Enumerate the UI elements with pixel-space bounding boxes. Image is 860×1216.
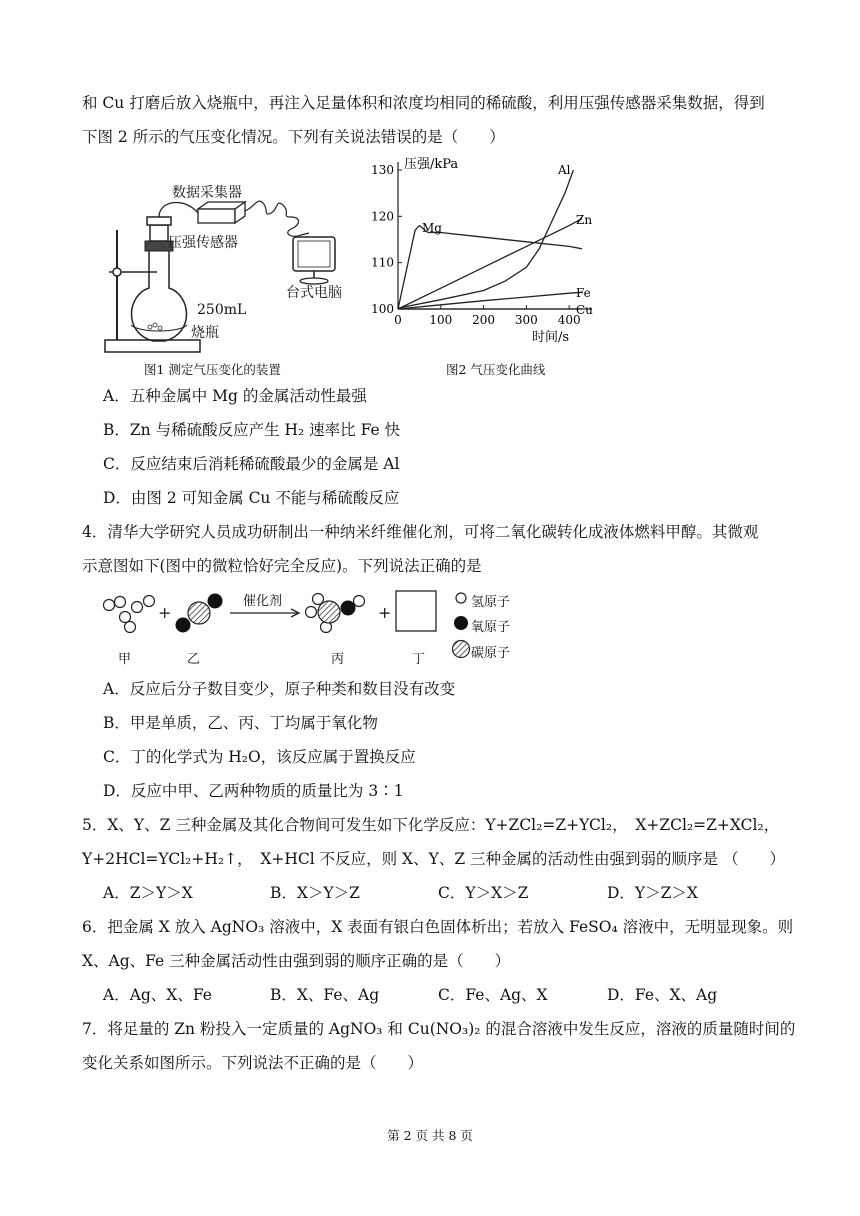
q4-option-a: A．反应后分子数目变少，原子种类和数目没有改变 <box>103 680 456 698</box>
series-line-fe <box>398 292 582 309</box>
legend-oxygen-icon <box>454 616 468 630</box>
x-axis-label: 时间/s <box>532 330 570 345</box>
q3-stem-line1: 和 Cu 打磨后放入烧瓶中，再注入足量体积和浓度均相同的稀硫酸，利用压强传感器采集数据，得到 <box>82 94 765 112</box>
q7-stem-line1: 7．将足量的 Zn 粉投入一定质量的 AgNO₃ 和 Cu(NO₃)₂ 的混合溶液中发生反应，溶液的质量随时间的 <box>82 1020 796 1038</box>
q3-option-c: C．反应结束后消耗稀硫酸最少的金属是 Al <box>103 455 400 473</box>
q6-stem-line1: 6．把金属 X 放入 AgNO₃ 溶液中，X 表面有银白色固体析出；若放入 FeSO₄ 溶液中，无明显现象。则 <box>82 918 794 936</box>
page-footer: 第 2 页 共 8 页 <box>387 1128 473 1143</box>
y-axis-label: 压强/kPa <box>404 157 459 172</box>
label-flask-volume: 250mL <box>197 302 247 318</box>
label-bing: 丙 <box>331 652 345 667</box>
molecule-yi <box>176 594 223 633</box>
label-ding: 丁 <box>412 652 426 667</box>
q5-option-b: B．X＞Y＞Z <box>270 884 360 902</box>
q6-option-b: B．X、Fe、Ag <box>270 986 380 1004</box>
q4-stem-line2: 示意图如下(图中的微粒恰好完全反应)。下列说法正确的是 <box>82 557 482 575</box>
q5-option-a: A．Z＞Y＞X <box>103 884 193 902</box>
q3-option-a: A．五种金属中 Mg 的金属活动性最强 <box>103 387 367 405</box>
q3-option-d: D．由图 2 可知金属 Cu 不能与稀硫酸反应 <box>103 489 400 507</box>
q6-stem-line2: X、Ag、Fe 三种金属活动性由强到弱的顺序正确的是（ ） <box>82 952 511 970</box>
x-tick-label: 300 <box>514 313 538 327</box>
series-line-al <box>398 170 573 308</box>
reaction-diagram <box>95 585 535 675</box>
molecule-jia <box>104 596 155 633</box>
q5-stem-line2: Y+2HCl=YCl₂+H₂↑， X+HCl 不反应，则 X、Y、Z 三种金属的活动性由强到弱的顺序是 （ ） <box>82 850 785 868</box>
q5-option-c: C．Y＞X＞Z <box>438 884 529 902</box>
series-label-al: Al <box>558 163 571 177</box>
q5-option-d: D．Y＞Z＞X <box>607 884 698 902</box>
label-data-collector: 数据采集器 <box>172 185 242 201</box>
y-tick-label: 100 <box>371 302 394 316</box>
series-line-mg <box>398 226 582 309</box>
x-tick-label: 0 <box>394 313 402 327</box>
q4-option-d: D．反应中甲、乙两种物质的质量比为 3∶1 <box>103 782 404 800</box>
x-tick-label: 200 <box>472 313 496 327</box>
series-label-mg: Mg <box>422 221 442 235</box>
series-label-cu: Cu <box>576 303 593 317</box>
q3-option-b: B．Zn 与稀硫酸反应产生 H₂ 速率比 Fe 快 <box>103 421 401 439</box>
molecule-bing <box>306 594 365 633</box>
catalyst-label: 催化剂 <box>243 594 283 609</box>
q6-option-c: C．Fe、Ag、X <box>438 986 548 1004</box>
q4-stem-line1: 4．清华大学研究人员成功研制出一种纳米纤维催化剂，可将二氧化碳转化成液体燃料甲醇。其微观 <box>82 523 759 541</box>
q6-option-a: A．Ag、X、Fe <box>103 986 212 1004</box>
plus-sign-1: + <box>158 603 172 622</box>
q4-option-b: B．甲是单质，乙、丙、丁均属于氧化物 <box>103 714 378 732</box>
x-tick-label: 100 <box>429 313 453 327</box>
legend-hydrogen-label: 氢原子 <box>471 595 511 610</box>
legend-carbon-label: 碳原子 <box>471 646 511 661</box>
series-label-zn: Zn <box>576 213 593 227</box>
fig2-caption: 图2 气压变化曲线 <box>446 362 546 377</box>
legend-oxygen-label: 氧原子 <box>471 620 511 635</box>
q5-stem-line1: 5．X、Y、Z 三种金属及其化合物间可发生如下化学反应：Y+ZCl₂=Z+YCl₂， X+ZCl₂=Z+XCl₂， <box>82 816 780 834</box>
q4-option-c: C．丁的化学式为 H₂O，该反应属于置换反应 <box>103 748 416 766</box>
q3-stem-line2: 下图 2 所示的气压变化情况。下列有关说法错误的是（ ） <box>82 128 505 146</box>
x-tick-label: 400 <box>557 313 581 327</box>
pressure-chart <box>362 152 602 362</box>
fig1-caption: 图1 测定气压变化的装置 <box>144 362 281 377</box>
y-tick-label: 120 <box>371 209 394 224</box>
plus-sign-2: + <box>378 603 392 622</box>
label-pressure-sensor: 压强传感器 <box>168 235 238 251</box>
label-desktop-pc: 台式电脑 <box>286 285 342 301</box>
product-ding-box <box>396 591 436 631</box>
legend-hydrogen-icon <box>456 593 466 603</box>
label-flask: 烧瓶 <box>191 325 219 341</box>
legend-carbon-icon <box>453 641 470 658</box>
q7-stem-line2: 变化关系如图所示。下列说法不正确的是（ ） <box>82 1054 424 1072</box>
y-tick-label: 110 <box>371 255 394 270</box>
label-jia: 甲 <box>118 652 132 667</box>
y-tick-label: 130 <box>371 163 394 177</box>
q6-option-d: D．Fe、X、Ag <box>607 986 718 1004</box>
series-label-fe: Fe <box>576 286 591 300</box>
label-yi: 乙 <box>187 652 201 667</box>
